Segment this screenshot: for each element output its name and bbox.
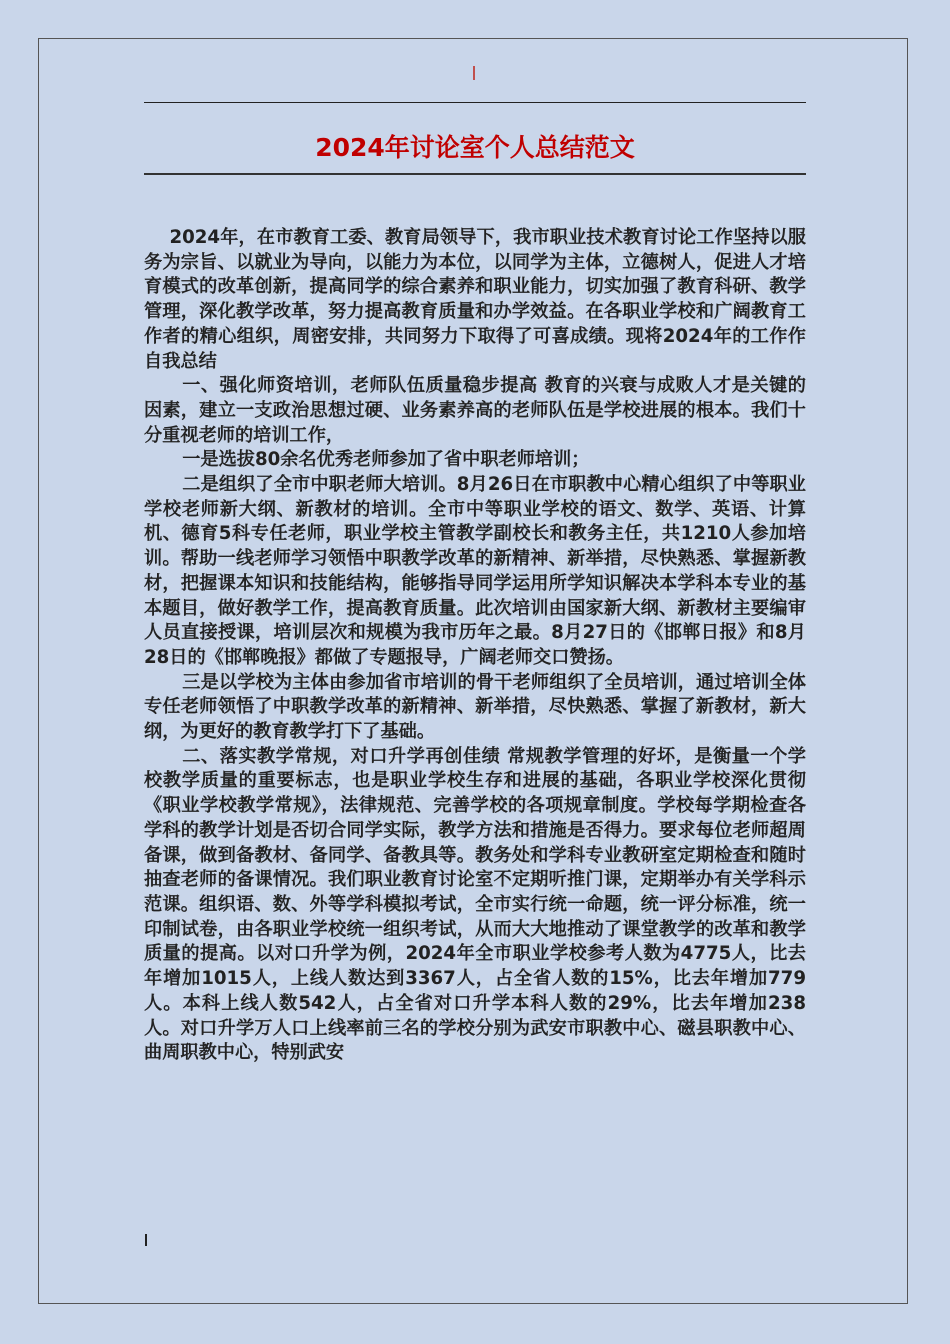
paragraph-section-2: 二、落实教学常规，对口升学再创佳绩 常规教学管理的好坏，是衡量一个学校教学质量的重要标志，也是职业学校生存和进展的基础，各职业学校深化贯彻《职业学校教学常规》，法律规范、完善学校的各项规章制度。学校每学期检查各学科的教学计划是否切合同学实际，教学方法和措施是否得力。要求每位老师超周备课，做到备教材、备同学、备教具等。教务处和学科专业教研室定期检查和随时抽查老师的备课情况。我们职业教育讨论室不定期听推门课，定期举办有关学科示范课。组织语、数、外等学科模拟考试，全市实行统一命题，统一评分标准，统一印制试卷，由各职业学校统一组织考试，从而大大地推动了课堂教学的改革和教学质量的提高。以对口升学为例，2024年全市职业学校参考人数为4775人，比去年增加1015人，上线人数达到3367人，占全省人数的15%，比去年增加779人。本科上线人数542人，占全省对口升学本科人数的29%，比去年增加238人。对口升学万人口上线率前三名的学校分别为武安市职教中心、磁县职教中心、曲周职教中心，特别武安 bbox=[144, 745, 806, 1064]
footer-mark bbox=[145, 1234, 147, 1246]
paragraph-section-1: 一、强化师资培训，老师队伍质量稳步提高 教育的兴衰与成败人才是关键的因素，建立一支政治思想过硬、业务素养高的老师队伍是学校进展的根本。我们十分重视老师的培训工作， bbox=[144, 375, 806, 446]
paragraph-point-1: 一是选拔80余名优秀老师参加了省中职老师培训； bbox=[182, 449, 590, 471]
paragraph-point-2: 二是组织了全市中职老师大培训。8月26日在市职教中心精心组织了中等职业学校老师新大纲、新教材的培训。全市中等职业学校的语文、数学、英语、计算机、德育5科专任老师，职业学校主管教学副校长和教务主任，共1210人参加培训。帮助一线老师学习领悟中职教学改革的新精神、新举措，尽快熟悉、掌握新教材，把握课本知识和技能结构，能够指导同学运用所学知识解决本学科本专业的基本题目，做好教学工作，提高教育质量。此次培训由国家新大纲、新教材主要编审人员直接授课，培训层次和规模为我市历年之最。8月27日的《邯郸日报》和8月28日的《邯郸晚报》都做了专题报导，广阔老师交口赞扬。 bbox=[144, 474, 806, 668]
header-mark bbox=[473, 66, 475, 80]
paragraph-intro: 2024年，在市教育工委、教育局领导下，我市职业技术教育讨论工作坚持以服务为宗旨、以就业为导向，以能力为本位，以同学为主体，立德树人，促进人才培育模式的改革创新，提高同学的综合素养和职业能力，切实加强了教育科研、教学管理，深化教学改革，努力提高教育质量和办学效益。在各职业学校和广阔教育工作者的精心组织，周密安排，共同努力下取得了可喜成绩。现将2024年的工作作自我总结 bbox=[144, 227, 806, 372]
paragraph-point-3: 三是以学校为主体由参加省市培训的骨干老师组织了全员培训，通过培训全体专任老师领悟了中职教学改革的新精神、新举措，尽快熟悉、掌握了新教材，新大纲，为更好的教育教学打下了基础。 bbox=[144, 671, 806, 743]
document-body bbox=[144, 226, 806, 1066]
document-title: 2024年讨论室个人总结范文 bbox=[315, 133, 635, 162]
title-underline bbox=[144, 173, 806, 175]
header-rule bbox=[144, 102, 806, 103]
